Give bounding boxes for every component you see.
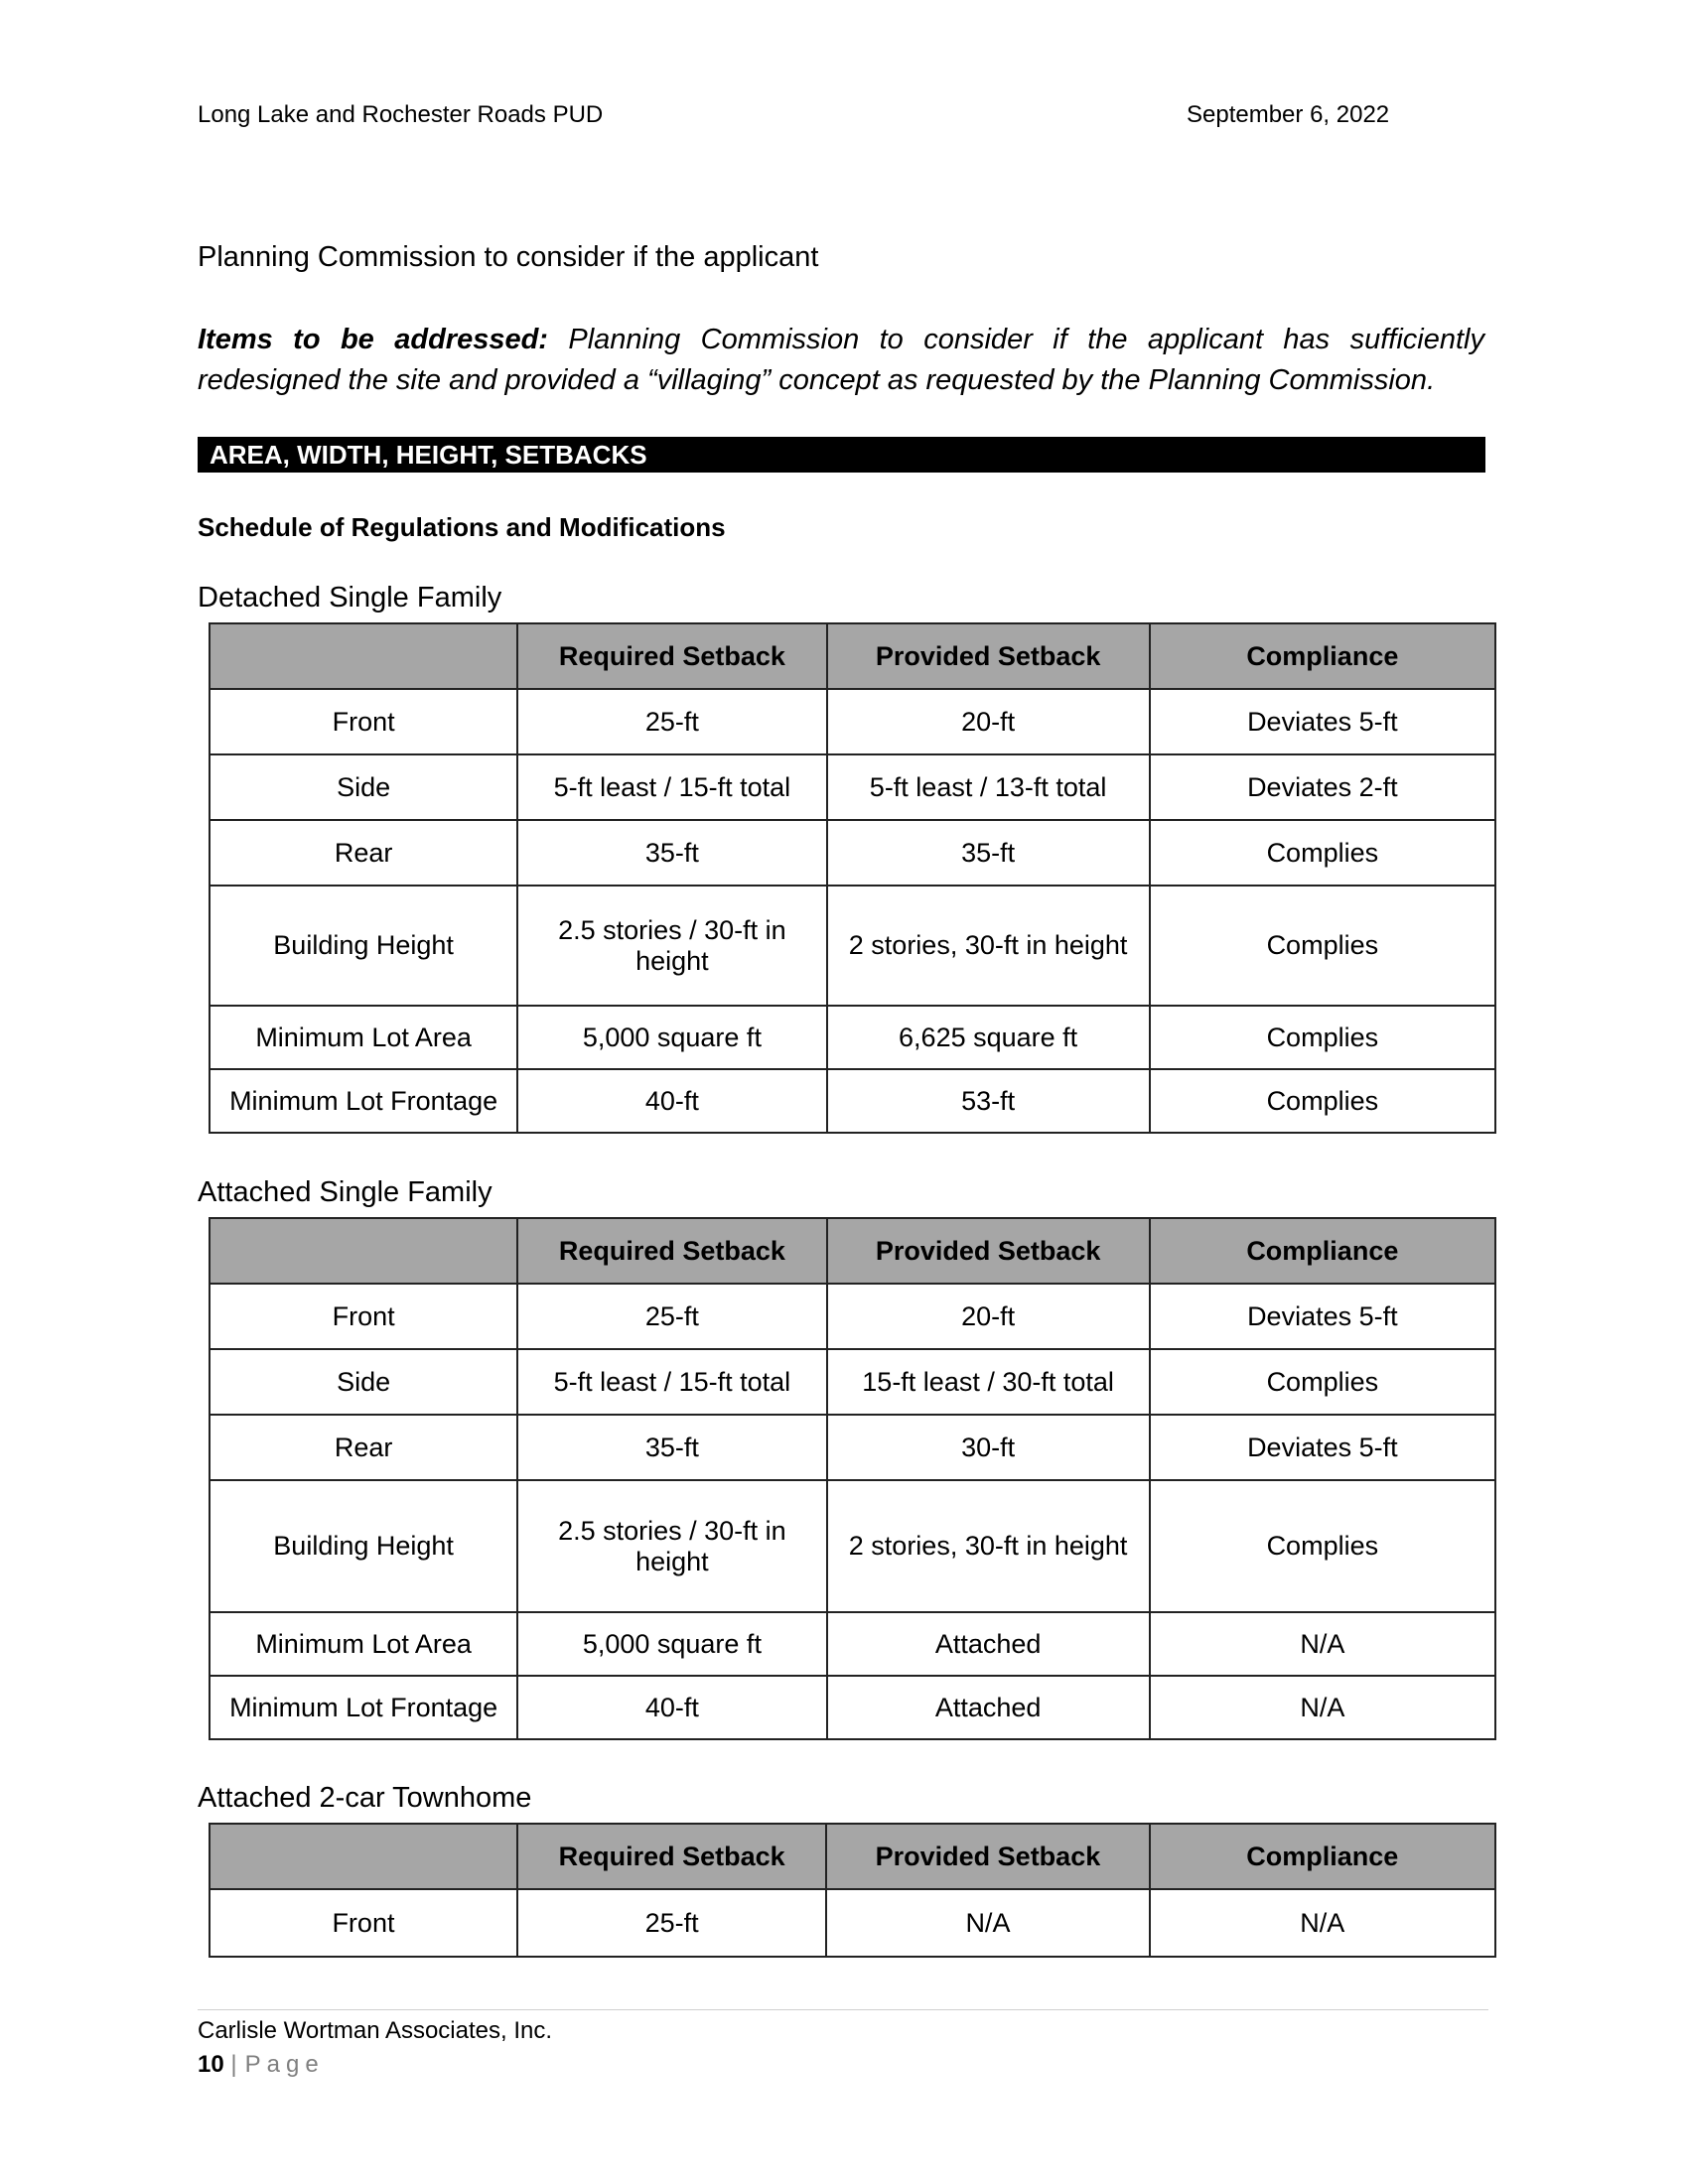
cell: Deviates 5-ft: [1150, 1284, 1495, 1349]
table-header-row: [210, 1824, 1495, 1889]
header-left: Long Lake and Rochester Roads PUD: [198, 101, 604, 128]
cell: Complies: [1150, 1006, 1495, 1069]
row-label: Minimum Lot Frontage: [210, 1069, 517, 1133]
subheading: Schedule of Regulations and Modifications: [198, 512, 726, 542]
header-cell: Compliance: [1150, 1824, 1495, 1889]
header-date: September 6, 2022: [1187, 101, 1390, 128]
cell: 35-ft: [827, 820, 1150, 886]
footer-company: Carlisle Wortman Associates, Inc.: [198, 2017, 553, 2044]
cell: Deviates 5-ft: [1150, 1415, 1495, 1480]
table-row: [210, 754, 1495, 820]
cell: 5,000 square ft: [517, 1612, 826, 1676]
cell: 40-ft: [517, 1069, 826, 1133]
cell: 5-ft least / 15-ft total: [517, 1349, 826, 1415]
cell: 15-ft least / 30-ft total: [827, 1349, 1150, 1415]
cell: 30-ft: [827, 1415, 1150, 1480]
cell: Complies: [1150, 1069, 1495, 1133]
header-cell: Required Setback: [517, 623, 826, 689]
cell: 5-ft least / 13-ft total: [827, 754, 1150, 820]
table-row: [210, 689, 1495, 754]
row-label: Building Height: [210, 1480, 517, 1612]
section-title: AREA, WIDTH, HEIGHT, SETBACKS: [210, 440, 647, 470]
row-label: Side: [210, 1349, 517, 1415]
cell: 5,000 square ft: [517, 1006, 826, 1069]
cell: 25-ft: [517, 689, 826, 754]
row-label: Front: [210, 689, 517, 754]
table-row: [210, 1676, 1495, 1739]
header-cell: [210, 1218, 517, 1284]
cell: 20-ft: [827, 689, 1150, 754]
cell: Complies: [1150, 1480, 1495, 1612]
cell: 6,625 square ft: [827, 1006, 1150, 1069]
table-row: [210, 1284, 1495, 1349]
cell: N/A: [1150, 1676, 1495, 1739]
table-caption-detached: Detached Single Family: [198, 582, 502, 614]
cell: 35-ft: [517, 820, 826, 886]
header-cell: Compliance: [1150, 623, 1495, 689]
row-label: Front: [210, 1284, 517, 1349]
cell: N/A: [826, 1889, 1149, 1957]
items-to-address: [198, 320, 1484, 401]
footer-divider: [198, 2009, 1488, 2010]
cell: Deviates 2-ft: [1150, 754, 1495, 820]
page-number: 10: [198, 2051, 224, 2078]
table-caption-townhome: Attached 2-car Townhome: [198, 1782, 532, 1814]
row-label: Rear: [210, 1415, 517, 1480]
items-text: Planning Commission to consider if the applicant has sufficiently redesigned the site and provided a “villaging” concept as requested by the Planning Commission.: [198, 324, 1484, 396]
cell: Complies: [1150, 886, 1495, 1006]
row-label: Minimum Lot Area: [210, 1612, 517, 1676]
header-cell: Required Setback: [517, 1218, 826, 1284]
footer-page: [198, 2051, 325, 2079]
cell: 5-ft least / 15-ft total: [517, 754, 826, 820]
row-label: Minimum Lot Frontage: [210, 1676, 517, 1739]
cell: 53-ft: [827, 1069, 1150, 1133]
table-row: [210, 1006, 1495, 1069]
table-row: [210, 886, 1495, 1006]
intro-text: Planning Commission to consider if the applicant: [198, 241, 819, 273]
cell: Attached: [827, 1676, 1150, 1739]
cell: 2.5 stories / 30-ft in height: [517, 886, 826, 1006]
cell: 2 stories, 30-ft in height: [827, 1480, 1150, 1612]
cell: 2 stories, 30-ft in height: [827, 886, 1150, 1006]
cell: N/A: [1150, 1612, 1495, 1676]
table-header-row: [210, 1218, 1495, 1284]
items-label: Items to be addressed:: [198, 324, 548, 355]
table-attached-single-family: [209, 1217, 1496, 1740]
cell: Complies: [1150, 820, 1495, 886]
header-cell: Provided Setback: [827, 623, 1150, 689]
table-row: [210, 1612, 1495, 1676]
page-label: Page: [244, 2051, 325, 2078]
cell: 35-ft: [517, 1415, 826, 1480]
table-row: [210, 1889, 1495, 1957]
table-row: [210, 1069, 1495, 1133]
cell: N/A: [1150, 1889, 1495, 1957]
table-detached-single-family: [209, 622, 1496, 1134]
header-cell: Provided Setback: [826, 1824, 1149, 1889]
section-bar: [198, 437, 1485, 473]
row-label: Building Height: [210, 886, 517, 1006]
header-cell: Compliance: [1150, 1218, 1495, 1284]
cell: Deviates 5-ft: [1150, 689, 1495, 754]
row-label: Side: [210, 754, 517, 820]
cell: 2.5 stories / 30-ft in height: [517, 1480, 826, 1612]
header-cell: Required Setback: [517, 1824, 826, 1889]
table-row: [210, 820, 1495, 886]
header-cell: [210, 1824, 517, 1889]
cell: 40-ft: [517, 1676, 826, 1739]
table-caption-attached: Attached Single Family: [198, 1176, 492, 1208]
footer-separator: |: [230, 2051, 237, 2078]
header-cell: Provided Setback: [827, 1218, 1150, 1284]
table-attached-townhome: [209, 1823, 1496, 1958]
row-label: Rear: [210, 820, 517, 886]
cell: 25-ft: [517, 1889, 826, 1957]
cell: 25-ft: [517, 1284, 826, 1349]
row-label: Minimum Lot Area: [210, 1006, 517, 1069]
row-label: Front: [210, 1889, 517, 1957]
header-cell: [210, 623, 517, 689]
table-row: [210, 1480, 1495, 1612]
cell: 20-ft: [827, 1284, 1150, 1349]
table-header-row: [210, 623, 1495, 689]
cell: Complies: [1150, 1349, 1495, 1415]
table-row: [210, 1349, 1495, 1415]
cell: Attached: [827, 1612, 1150, 1676]
table-row: [210, 1415, 1495, 1480]
